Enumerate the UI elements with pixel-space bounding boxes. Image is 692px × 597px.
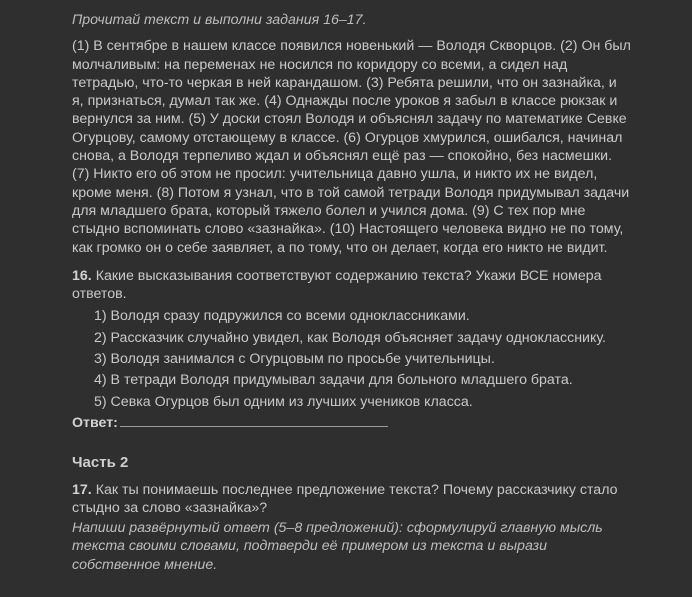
question-17 [72,481,632,574]
question-17-note: Напиши развёрнутый ответ (5–8 предложений): сформулируй главную мысль текста своими словами, подтверди её примером из текста и вырази собственное мнение. [72,520,603,573]
answer-label: Ответ: [72,414,118,431]
answer-line[interactable] [120,414,388,427]
question-16-text: Какие высказывания соответствуют содержанию текста? Укажи ВСЕ номера ответов. [72,267,602,303]
answer-row [72,414,632,432]
part-2-heading: Часть 2 [72,454,129,472]
question-17-number: 17. [72,481,92,498]
reading-passage: (1) В сентябре в нашем классе появился новенький — Володя Скворцов. (2) Он был молчаливым: на переменах не носился по коридору со всеми, а сидел над тетрадью, что-то черкая в ней карандашом. (3) Ребята решили, что он зазнайка, и я, признаться, думал так же. (4) Однажды после уроков я забыл в классе рюкзак и вернулся за ним. (5) У доски стоял Володя и объяснял задачу по математике Севке Огурцову, самому отстающему в классе. (6) Огурцов хмурился, ошибался, начинал снова, а Володя терпеливо ждал и объяснял ещё раз — спокойно, без насмешки. (7) Никто его об этом не просил: учительница давно ушла, и никто их не видел, кроме меня. (8) Потом я узнал, что в той самой тетради Володя придумывал задачи для младшего брата, который тяжело болел и учился дома. (9) С тех пор мне стыдно вспоминать слово «зазнайка». (10) Настоящего человека видно не по тому, как громко он о себе заявляет, а по тому, что он делает, когда его никто не видит. [72,38,631,256]
option-5: 5) Севка Огурцов был одним из лучших учеников класса. [94,393,473,410]
option-3: 3) Володя занимался с Огурцовым по просьбе учительницы. [94,351,495,368]
task-instruction: Прочитай текст и выполни задания 16–17. [72,12,367,28]
worksheet [72,11,632,574]
question-16-options [72,307,632,410]
option-2: 2) Рассказчик случайно увидел, как Володя объясняет задачу однокласснику. [94,329,606,346]
question-16 [72,267,632,432]
option-1: 1) Володя сразу подружился со всеми одноклассниками. [94,308,470,325]
question-16-number: 16. [72,267,92,284]
question-17-text: Как ты понимаешь последнее предложение текста? Почему рассказчику стало стыдно за слово «зазнайка»? [72,481,618,516]
option-4: 4) В тетради Володя придумывал задачи для больного младшего брата. [94,372,573,389]
